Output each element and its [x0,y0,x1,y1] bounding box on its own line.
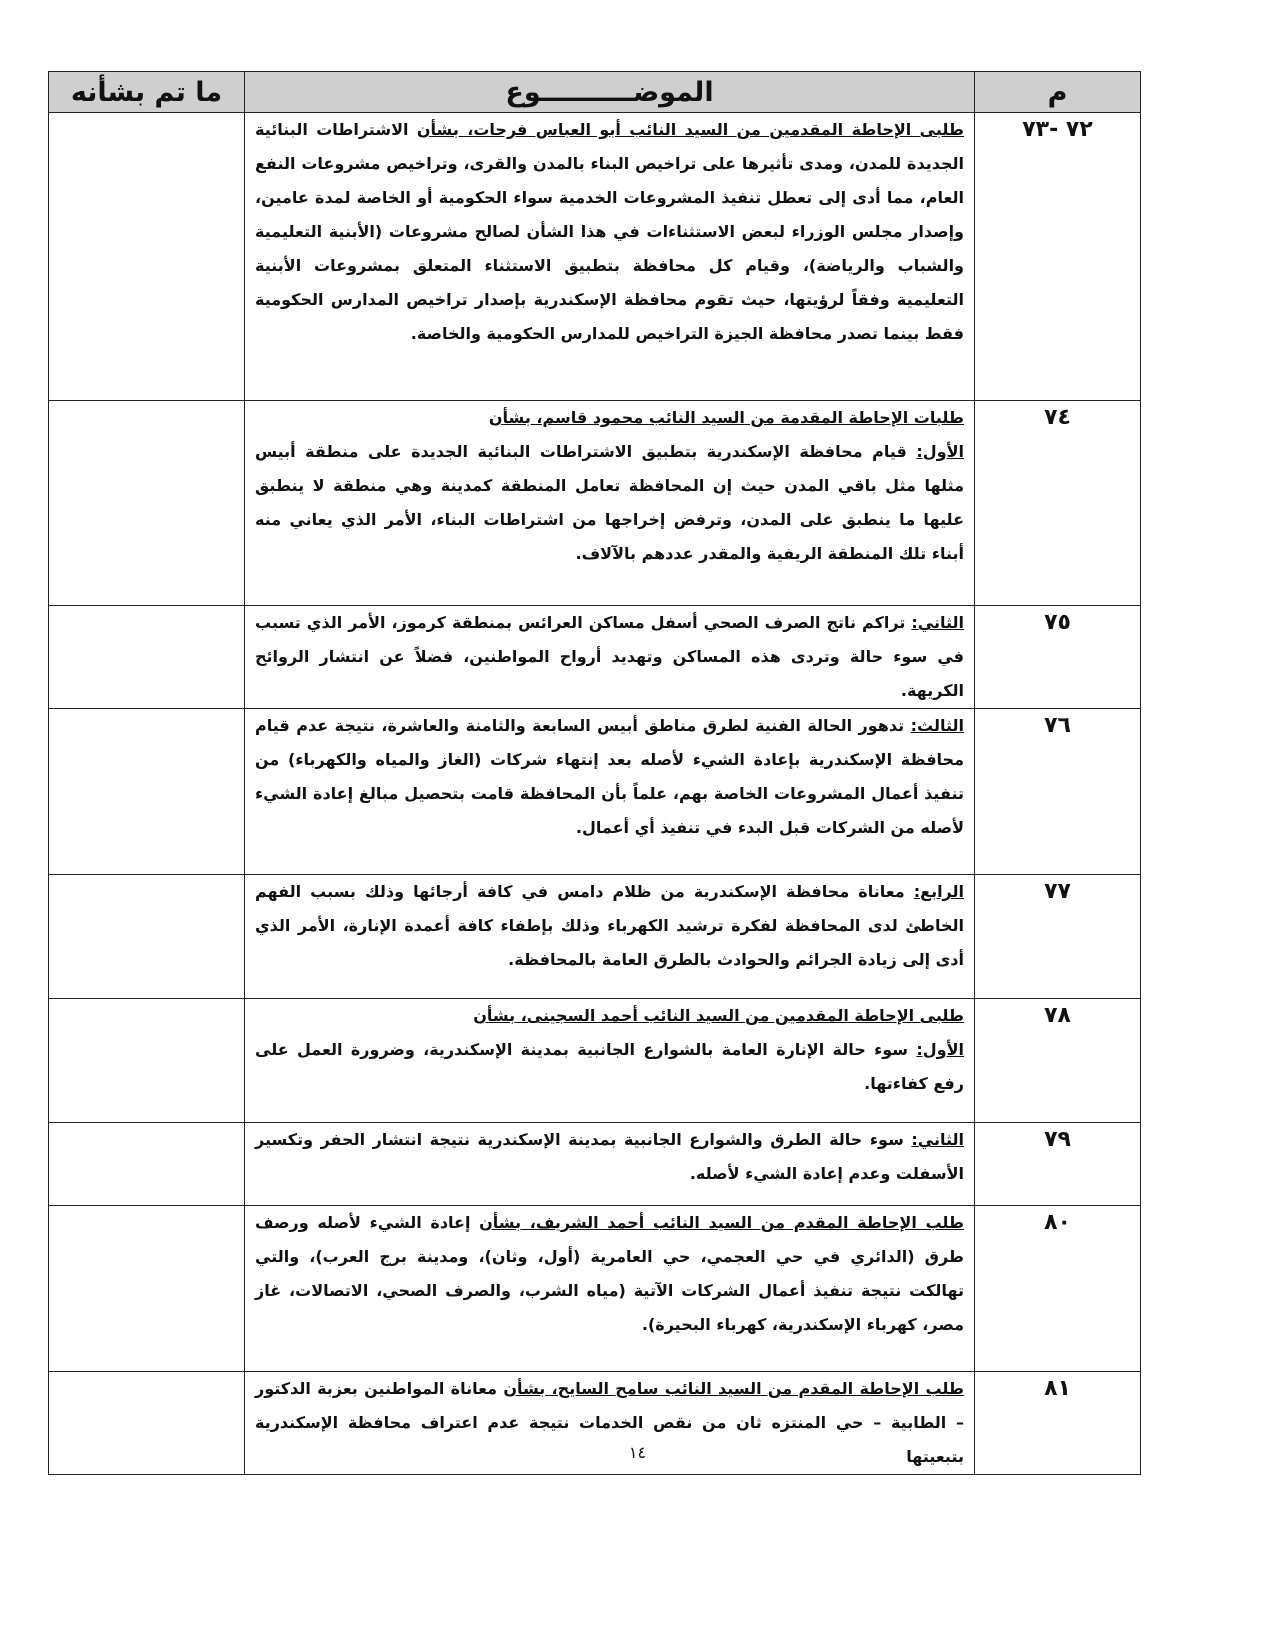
table-row [49,113,1141,401]
row-subject [245,1123,975,1206]
row-lead: طلب الإحاطة المقدم من السيد النائب سامح السايح، بشأن [503,1379,965,1398]
row-action [49,1206,245,1372]
row-action [49,401,245,606]
row-second-lead: الأول: [916,1040,964,1059]
row-text: معاناة محافظة الإسكندرية من ظلام دامس في كافة أرجائها وذلك بسبب الفهم الخاطئ لدى المحافظة لفكرة ترشيد الكهرباء وذلك بإطفاء كافة أعمدة الإنارة، الأمر الذي أدى إلى زيادة الجرائم والحوادث بالطرق العامة بالمحافظة. [255,882,964,969]
row-number: ٨٠ [975,1206,1141,1372]
table-header-row [49,72,1141,113]
row-text: سوء حالة الطرق والشوارع الجانبية بمدينة الإسكندرية نتيجة انتشار الحفر وتكسير الأسفلت وعدم إعادة الشيء لأصله. [255,1130,964,1183]
row-second-text: قيام محافظة الإسكندرية بتطبيق الاشتراطات البنائية الجديدة على منطقة أبيس مثلها مثل باقي المدن حيث إن المحافظة تعامل المنطقة كمدينة وهي منطقة لا ينطبق عليها ما ينطبق على المدن، وترفض إخراجها من اشتراطات البناء، الأمر الذي يعاني منه أبناء تلك المنطقة الريفية والمقدر عددهم بالآلاف. [255,442,964,563]
row-lead: الثاني: [911,613,964,632]
table-row [49,999,1141,1123]
row-action [49,113,245,401]
table-row [49,1123,1141,1206]
row-second-lead: الأول: [916,442,964,461]
row-subject [245,401,975,606]
page-number: ١٤ [628,1443,647,1462]
row-text: الاشتراطات البنائية الجديدة للمدن، ومدى تأثيرها على تراخيص البناء بالمدن والقرى، وتراخيص مشروعات النفع العام، مما أدى إلى تعطل تنفيذ المشروعات الخدمية سواء الحكومية أو الخاصة لمدة عامين، وإصدار مجلس الوزراء لبعض الاستثناءات في هذا الشأن لصالح مشروعات (الأبنية التعليمية والشباب والرياضة)، وقيام كل محافظة بتطبيق الاستثناء المتعلق بمشروعات الأبنية التعليمية وفقاً لرؤيتها، حيث تقوم محافظة الإسكندرية بإصدار تراخيص المدارس الحكومية فقط بينما تصدر محافظة الجيزة التراخيص للمدارس الحكومية والخاصة. [255,120,964,343]
row-number: ٧٦ [975,709,1141,875]
row-second-text: سوء حالة الإنارة العامة بالشوارع الجانبية بمدينة الإسكندرية، وضرورة العمل على رفع كفاءتها. [255,1040,964,1093]
row-number: ٧٩ [975,1123,1141,1206]
table-row [49,875,1141,999]
row-text: تراكم ناتج الصرف الصحي أسفل مساكن العرائس بمنطقة كرموز، الأمر الذي تسبب في سوء حالة وتردى هذه المساكن وتهديد أرواح المواطنين، فضلاً عن انتشار الروائح الكريهة. [255,613,964,700]
row-subject [245,709,975,875]
row-subject [245,1206,975,1372]
row-number: ٧٨ [975,999,1141,1123]
header-subject: الموضــــــــــوع [245,72,975,113]
row-action [49,999,245,1123]
row-subject [245,113,975,401]
table-row [49,606,1141,709]
header-number: م [975,72,1141,113]
row-text: معاناة المواطنين بعزبة الدكتور – الطابية – حي المنتزه ثان من نقص الخدمات نتيجة عدم اعتراف محافظة الإسكندرية بتبعيتها [255,1379,964,1466]
row-number: ٨١ [975,1372,1141,1475]
row-text: تدهور الحالة الفنية لطرق مناطق أبيس السابعة والثامنة والعاشرة، نتيجة عدم قيام محافظة الإسكندرية بإعادة الشيء لأصله بعد إنتهاء شركات (الغاز والمياه والكهرباء) من تنفيذ أعمال المشروعات الخاصة بهم، علماً بأن المحافظة قامت بتحصيل مبالغ إعادة الشيء لأصله من الشركات قبل البدء في تنفيذ أي أعمال. [255,716,964,837]
row-lead: الثاني: [911,1130,964,1149]
table-row [49,1206,1141,1372]
table-row [49,401,1141,606]
row-action [49,1123,245,1206]
row-number: ٧٧ [975,875,1141,999]
row-lead: طلبى الإحاطة المقدمين من السيد النائب أبو العباس فرحات، بشأن [416,120,965,139]
row-subject [245,999,975,1123]
row-lead: الرابع: [913,882,964,901]
row-action [49,709,245,875]
row-lead: طلب الإحاطة المقدم من السيد النائب أحمد الشريف، بشأن [479,1213,964,1232]
agenda-table [48,71,1141,1475]
row-action [49,875,245,999]
table-row [49,709,1141,875]
row-lead: طلبات الإحاطة المقدمة من السيد النائب محمود قاسم، بشأن [488,408,964,427]
header-action: ما تم بشأنه [49,72,245,113]
row-action [49,606,245,709]
row-subject [245,606,975,709]
row-lead: طلبى الإحاطة المقدمين من السيد النائب أحمد السجينى، بشأن [473,1006,964,1025]
row-lead: الثالث: [910,716,964,735]
row-subject [245,875,975,999]
row-number: ٧٤ [975,401,1141,606]
row-number: ٧٥ [975,606,1141,709]
row-text: إعادة الشيء لأصله ورصف طرق (الدائري في حي العجمي، حي العامرية (أول، وثان)، ومدينة برج العرب)، والتي تهالكت نتيجة تنفيذ أعمال الشركات الآتية (مياه الشرب، والصرف الصحي، الاتصالات، غاز مصر، كهرباء الإسكندرية، كهرباء البحيرة). [255,1213,964,1334]
row-number: ٧٢ -٧٣ [975,113,1141,401]
